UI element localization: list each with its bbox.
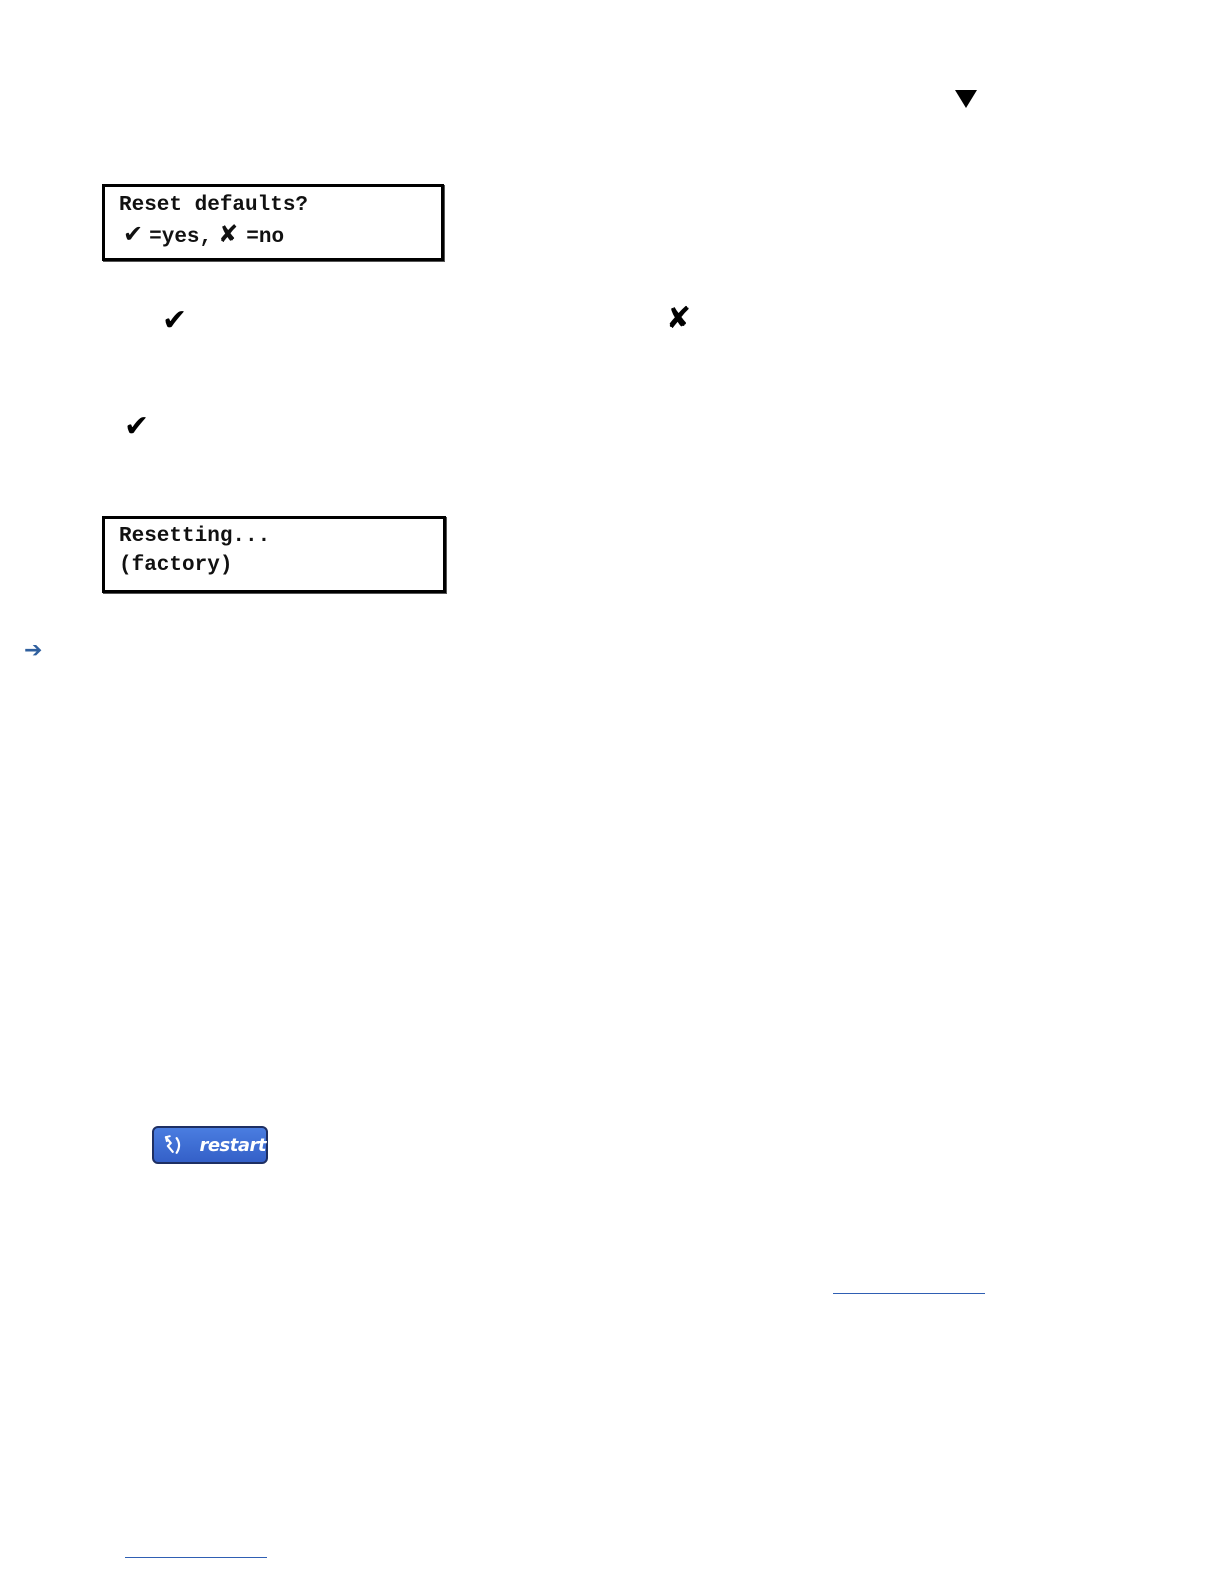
restart-key[interactable]: [152, 1126, 268, 1164]
restart-icon: [162, 1133, 183, 1157]
checkmark-icon: ✔: [123, 220, 144, 248]
checkmark-icon: ✔: [124, 409, 150, 444]
lcd-line-2: [119, 220, 441, 252]
yes-label: =yes,: [149, 226, 213, 249]
lcd-line-1: Reset defaults?: [119, 194, 309, 217]
cross-icon: ✘: [666, 301, 692, 336]
lcd-display-reset-prompt: [102, 184, 444, 261]
lcd-line-2: (factory): [119, 554, 233, 577]
no-label: =no: [246, 226, 285, 249]
restart-label: restart: [199, 1134, 266, 1156]
hyperlink[interactable]: [833, 1293, 985, 1294]
cross-icon: ✘: [218, 220, 239, 248]
checkmark-icon: ✔: [162, 303, 188, 338]
hyperlink[interactable]: [125, 1557, 267, 1558]
right-arrow-icon[interactable]: ➔: [24, 638, 43, 663]
down-arrow-icon: [955, 90, 977, 108]
lcd-line-1: Resetting...: [119, 525, 271, 548]
lcd-display-resetting: [102, 516, 446, 593]
